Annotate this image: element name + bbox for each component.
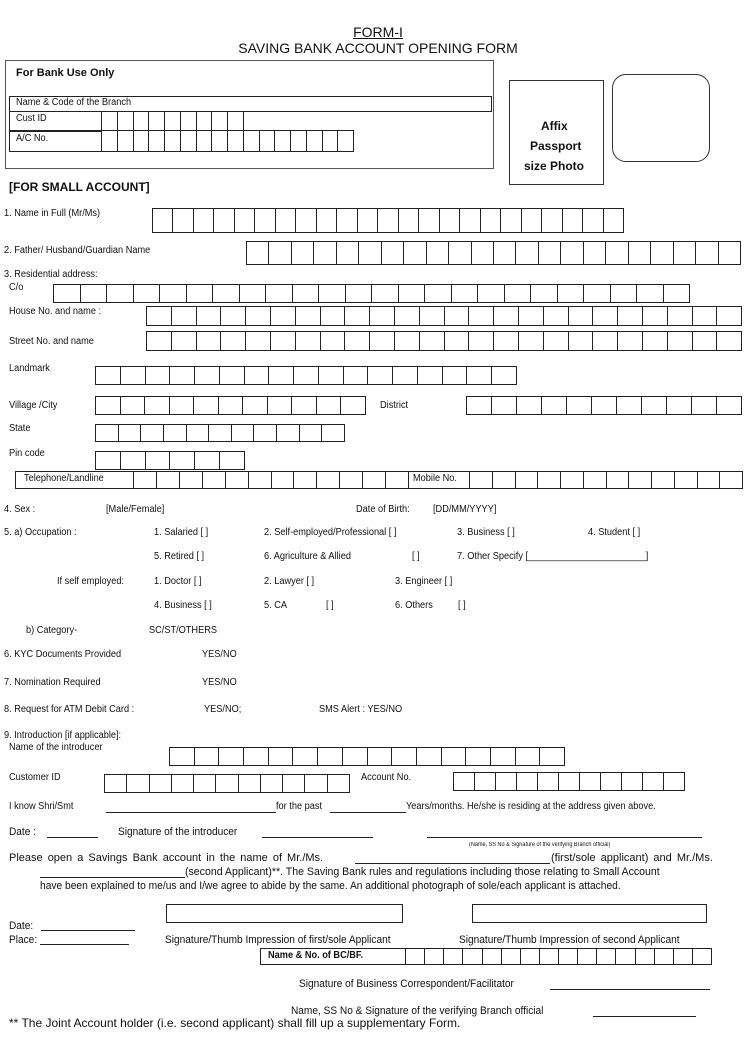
atm-value[interactable]: YES/NO; xyxy=(204,704,242,715)
verifying-note: (Name, SS No & Signature of the verifying Branch official) xyxy=(469,842,611,848)
self-doctor[interactable]: 1. Doctor [ ] xyxy=(154,576,202,587)
name-full-label: 1. Name in Full (Mr/Ms) xyxy=(4,208,101,219)
mobile-label: Mobile No. xyxy=(413,473,457,484)
customer-id-label: Customer ID xyxy=(9,772,61,783)
occ-retired[interactable]: 5. Retired [ ] xyxy=(154,551,205,562)
declaration-line1a: Please open a Savings Bank account in the name of Mr./Ms. xyxy=(9,852,324,864)
divider xyxy=(9,130,101,132)
occupation-label: 5. a) Occupation : xyxy=(4,527,77,538)
branch-label: Name & Code of the Branch xyxy=(16,97,132,108)
telephone-label: Telephone/Landline xyxy=(24,473,104,484)
know-label: I know Shri/Smt xyxy=(9,801,74,812)
first-applicant-line[interactable] xyxy=(355,863,550,864)
co-boxes[interactable] xyxy=(53,284,690,303)
sign-date-line[interactable] xyxy=(41,930,135,931)
photo-label-3: size Photo xyxy=(524,159,585,173)
first-applicant-signature-label: Signature/Thumb Impression of first/sole Applicant xyxy=(165,934,391,946)
cust-id-label: Cust ID xyxy=(16,113,47,124)
bc-label: Name & No. of BC/BF. xyxy=(268,950,364,961)
introduction-label: 9. Introduction [if applicable]: xyxy=(4,730,122,741)
occ-salaried[interactable]: 1. Salaried [ ] xyxy=(154,527,209,538)
state-boxes[interactable] xyxy=(95,424,345,442)
nomination-label: 7. Nomination Required xyxy=(4,677,101,688)
verifying-official-line[interactable] xyxy=(427,837,702,838)
footnote: ** The Joint Account holder (i.e. second applicant) shall fill up a supplementary Form. xyxy=(9,1016,461,1030)
cust-id-boxes[interactable] xyxy=(101,112,244,131)
nomination-value[interactable]: YES/NO xyxy=(202,677,237,688)
state-label: State xyxy=(9,423,31,434)
kyc-value[interactable]: YES/NO xyxy=(202,649,237,660)
photo-label-2: Passport xyxy=(530,139,582,153)
telephone-boxes[interactable] xyxy=(133,471,409,489)
village-label: Village /City xyxy=(9,400,58,411)
declaration-line3: have been explained to me/us and I/we agree to abide by the same. An additional photograph of sole/each applicant is attached. xyxy=(40,880,621,892)
ac-no-boxes[interactable] xyxy=(101,130,354,152)
years-text: Years/months. He/she is residing at the address given above. xyxy=(406,801,656,812)
street-boxes[interactable] xyxy=(146,331,742,351)
introducer-signature-line[interactable] xyxy=(262,837,373,838)
section-title: [FOR SMALL ACCOUNT] xyxy=(9,180,150,194)
place-label: Place: xyxy=(9,934,38,946)
category-value[interactable]: SC/ST/OTHERS xyxy=(149,625,217,636)
account-no-boxes[interactable] xyxy=(453,772,685,791)
second-applicant-line[interactable] xyxy=(40,877,185,878)
landmark-label: Landmark xyxy=(9,363,50,374)
co-label: C/o xyxy=(9,282,24,293)
village-boxes[interactable] xyxy=(95,396,366,415)
kyc-label: 6. KYC Documents Provided xyxy=(4,649,122,660)
occ-self-employed[interactable]: 2. Self-employed/Professional [ ] xyxy=(264,527,397,538)
sex-label: 4. Sex : xyxy=(4,504,36,515)
district-boxes[interactable] xyxy=(466,396,742,415)
account-no-label: Account No. xyxy=(361,772,412,783)
branch-official-line[interactable] xyxy=(593,1016,696,1017)
for-past-label: for the past xyxy=(276,801,323,812)
street-label: Street No. and name xyxy=(9,336,94,347)
self-business[interactable]: 4. Business [ ] xyxy=(154,600,212,611)
address-label: 3. Residential address: xyxy=(4,269,98,280)
place-line[interactable] xyxy=(40,944,129,945)
guardian-boxes[interactable] xyxy=(246,241,741,265)
second-photo-box[interactable] xyxy=(612,74,710,162)
know-name-line[interactable] xyxy=(106,812,276,813)
pin-boxes[interactable] xyxy=(95,451,245,470)
house-label: House No. and name : xyxy=(9,306,102,317)
occ-student[interactable]: 4. Student [ ] xyxy=(588,527,641,538)
occ-business[interactable]: 3. Business [ ] xyxy=(457,527,515,538)
district-label: District xyxy=(380,400,409,411)
intro-date-label: Date : xyxy=(9,826,37,838)
branch-official-label: Name, SS No & Signature of the verifying Branch official xyxy=(291,1005,544,1017)
occ-agriculture-check[interactable]: [ ] xyxy=(412,551,420,562)
pin-label: Pin code xyxy=(9,448,45,459)
name-full-boxes[interactable] xyxy=(152,208,624,233)
bank-use-heading: For Bank Use Only xyxy=(16,67,115,79)
bc-signature-line[interactable] xyxy=(550,989,710,990)
self-lawyer[interactable]: 2. Lawyer [ ] xyxy=(264,576,315,587)
house-boxes[interactable] xyxy=(146,306,742,326)
introducer-name-label: Name of the introducer xyxy=(9,742,103,753)
first-applicant-signature-box[interactable] xyxy=(166,904,403,923)
self-ca: 5. CA xyxy=(264,600,288,611)
occ-other-specify[interactable]: 7. Other Specify [_______________________] xyxy=(457,551,649,562)
introducer-signature-label: Signature of the introducer xyxy=(118,826,238,838)
self-others-check[interactable]: [ ] xyxy=(458,600,466,611)
landmark-boxes[interactable] xyxy=(95,366,517,385)
guardian-label: 2. Father/ Husband/Guardian Name xyxy=(4,245,151,256)
photo-label-1: Affix xyxy=(541,119,568,133)
dob-format[interactable]: [DD/MM/YYYY] xyxy=(433,504,497,515)
self-ca-check[interactable]: [ ] xyxy=(326,600,334,611)
for-past-line[interactable] xyxy=(330,812,406,813)
form-title: SAVING BANK ACCOUNT OPENING FORM xyxy=(238,40,518,56)
bc-boxes[interactable] xyxy=(405,948,712,965)
mobile-boxes[interactable] xyxy=(469,471,743,489)
declaration-line1b: (first/sole applicant) and Mr./Ms. xyxy=(551,852,713,864)
second-applicant-signature-box[interactable] xyxy=(472,904,707,923)
form-number: FORM-I xyxy=(353,24,403,40)
declaration-line2: (second Applicant)**. The Saving Bank rules and regulations including those relating to Small Account xyxy=(185,866,660,878)
self-others: 6. Others xyxy=(395,600,433,611)
self-employed-label: If self employed: xyxy=(57,576,124,587)
self-engineer[interactable]: 3. Engineer [ ] xyxy=(395,576,453,587)
occ-agriculture: 6. Agriculture & Allied xyxy=(264,551,351,562)
sex-options[interactable]: [Male/Female] xyxy=(106,504,165,515)
category-label: b) Category- xyxy=(26,625,78,636)
second-applicant-signature-label: Signature/Thumb Impression of second Applicant xyxy=(459,934,680,946)
customer-id-boxes[interactable] xyxy=(104,774,350,793)
atm-label: 8. Request for ATM Debit Card : xyxy=(4,704,135,715)
sign-date-label: Date: xyxy=(9,920,34,932)
dob-label: Date of Birth: xyxy=(356,504,410,515)
bc-signature-label: Signature of Business Correspondent/Facilitator xyxy=(299,978,514,990)
sms-alert[interactable]: SMS Alert : YES/NO xyxy=(319,704,403,715)
intro-date-line[interactable] xyxy=(47,837,98,838)
ac-no-label: A/C No. xyxy=(16,133,49,144)
introducer-name-boxes[interactable] xyxy=(169,747,565,766)
